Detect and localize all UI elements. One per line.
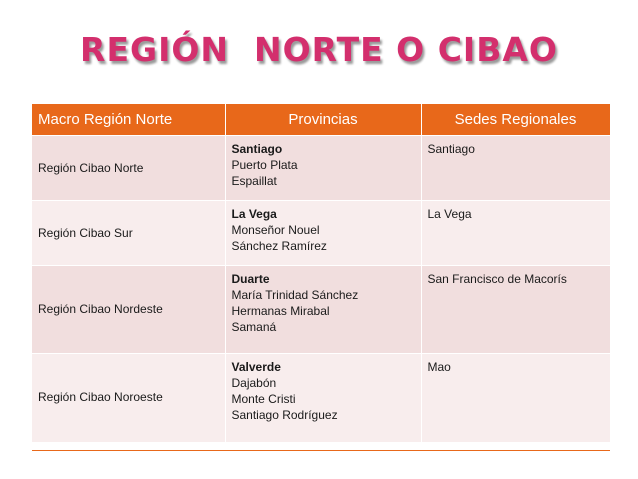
province: Hermanas Mirabal [231,304,330,318]
header-macro-region: Macro Región Norte [32,104,225,136]
provinces-cell [225,201,421,266]
sede-cell: La Vega [421,201,610,266]
province: Santiago Rodríguez [231,408,338,422]
province: Samaná [231,320,277,334]
page-title: REGIÓN NORTE O CIBAO [80,30,558,69]
table-bottom-border [32,450,610,451]
region-name: Región Cibao Noroeste [32,354,225,442]
province-capital: La Vega [231,207,277,221]
province: María Trinidad Sánchez [231,288,359,302]
region-name: Región Cibao Nordeste [32,266,225,354]
province: Monte Cristi [231,392,296,406]
province-capital: Valverde [231,360,281,374]
sede-cell: Mao [421,354,610,442]
header-sedes: Sedes Regionales [421,104,610,136]
table-row [32,354,610,442]
region-name: Región Cibao Sur [32,201,225,266]
header-provincias: Provincias [225,104,421,136]
provinces-cell [225,136,421,201]
province: Dajabón [231,376,277,390]
table-header-row [32,104,610,136]
region-name: Región Cibao Norte [32,136,225,201]
province: Espaillat [231,174,277,188]
sede-cell: San Francisco de Macorís [421,266,610,354]
table-row [32,136,610,201]
table-row [32,201,610,266]
province-capital: Duarte [231,272,270,286]
province: Sánchez Ramírez [231,239,327,253]
regions-table [32,104,611,442]
provinces-cell [225,354,421,442]
province: Puerto Plata [231,158,298,172]
province-capital: Santiago [231,142,283,156]
provinces-cell [225,266,421,354]
province: Monseñor Nouel [231,223,320,237]
sede-cell: Santiago [421,136,610,201]
table-row [32,266,610,354]
